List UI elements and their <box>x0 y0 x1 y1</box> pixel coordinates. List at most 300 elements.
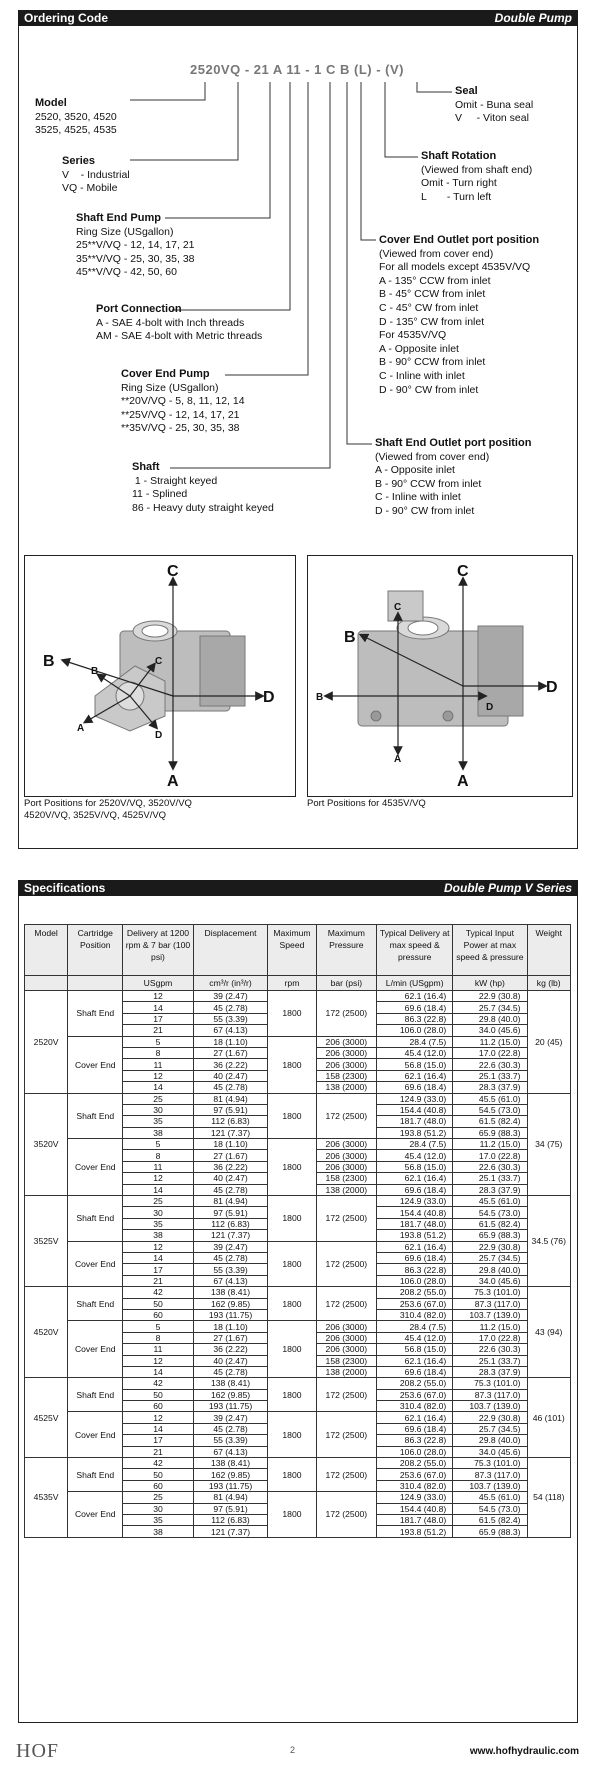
displacement-cell: 121 (7.37) <box>193 1526 268 1537</box>
typical-delivery-cell: 62.1 (16.4) <box>377 1241 453 1252</box>
diagram-left-sublabel-d: D <box>155 730 163 741</box>
max-pressure-cell: 138 (2000) <box>316 1366 377 1377</box>
weight-cell: 43 (94) <box>527 1287 571 1378</box>
diagram-right-label-a: A <box>457 773 469 790</box>
typical-power-cell: 45.5 (61.0) <box>453 1093 527 1104</box>
delivery-cell: 30 <box>123 1503 193 1514</box>
weight-cell: 20 (45) <box>527 991 571 1094</box>
typical-delivery-cell: 86.3 (22.8) <box>377 1435 453 1446</box>
delivery-cell: 50 <box>123 1389 193 1400</box>
specifications-table <box>24 924 571 1538</box>
shaft-end-outlet-block <box>375 437 531 519</box>
max-pressure-cell: 158 (2300) <box>316 1070 377 1081</box>
shaft-rotation-line: (Viewed from shaft end) <box>421 163 533 176</box>
displacement-cell: 81 (4.94) <box>193 1093 268 1104</box>
unit-cell: kW (hp) <box>453 976 527 991</box>
displacement-cell: 18 (1.10) <box>193 1036 268 1047</box>
displacement-cell: 27 (1.67) <box>193 1047 268 1058</box>
typical-power-cell: 17.0 (22.8) <box>453 1047 527 1058</box>
typical-power-cell: 29.8 (40.0) <box>453 1435 527 1446</box>
delivery-cell: 60 <box>123 1309 193 1320</box>
displacement-cell: 39 (2.47) <box>193 1241 268 1252</box>
displacement-cell: 36 (2.22) <box>193 1059 268 1070</box>
shaft-rotation-block <box>421 150 532 204</box>
cartridge-position-cell: Cover End <box>68 1036 123 1093</box>
typical-delivery-cell: 62.1 (16.4) <box>377 1070 453 1081</box>
typical-delivery-cell: 253.6 (67.0) <box>377 1389 453 1400</box>
displacement-cell: 97 (5.91) <box>193 1104 268 1115</box>
cartridge-position-cell: Shaft End <box>68 1378 123 1412</box>
displacement-cell: 18 (1.10) <box>193 1139 268 1150</box>
column-header: Model <box>25 925 68 976</box>
cartridge-position-cell: Cover End <box>68 1241 123 1287</box>
typical-delivery-cell: 28.4 (7.5) <box>377 1321 453 1332</box>
typical-delivery-cell: 154.4 (40.8) <box>377 1503 453 1514</box>
delivery-cell: 12 <box>123 1241 193 1252</box>
delivery-cell: 17 <box>123 1264 193 1275</box>
typical-power-cell: 25.1 (33.7) <box>453 1070 527 1081</box>
delivery-cell: 42 <box>123 1287 193 1298</box>
delivery-cell: 5 <box>123 1036 193 1047</box>
typical-power-cell: 22.6 (30.3) <box>453 1059 527 1070</box>
typical-power-cell: 34.0 (45.6) <box>453 1446 527 1457</box>
max-pressure-cell: 206 (3000) <box>316 1059 377 1070</box>
displacement-cell: 45 (2.78) <box>193 1184 268 1195</box>
table-row <box>25 1378 571 1389</box>
table-row <box>25 1196 571 1207</box>
displacement-cell: 97 (5.91) <box>193 1503 268 1514</box>
shaft-rotation-line: L - Turn left <box>421 190 492 203</box>
typical-power-cell: 65.9 (88.3) <box>453 1127 527 1138</box>
max-pressure-cell: 206 (3000) <box>316 1139 377 1150</box>
cover-end-pump-line: **20V/VQ - 5, 8, 11, 12, 14 <box>121 395 245 408</box>
delivery-cell: 11 <box>123 1344 193 1355</box>
typical-delivery-cell: 62.1 (16.4) <box>377 1173 453 1184</box>
typical-delivery-cell: 62.1 (16.4) <box>377 1355 453 1366</box>
weight-cell: 54 (118) <box>527 1458 571 1538</box>
typical-power-cell: 29.8 (40.0) <box>453 1264 527 1275</box>
max-pressure-cell: 172 (2500) <box>316 1196 377 1242</box>
delivery-cell: 14 <box>123 1002 193 1013</box>
max-speed-cell: 1800 <box>268 1036 316 1093</box>
column-header: Maximum Speed <box>268 925 316 976</box>
displacement-cell: 81 (4.94) <box>193 1492 268 1503</box>
table-units-row <box>25 976 571 991</box>
typical-power-cell: 87.3 (117.0) <box>453 1469 527 1480</box>
typical-power-cell: 25.1 (33.7) <box>453 1355 527 1366</box>
delivery-cell: 14 <box>123 1082 193 1093</box>
caption-line: Port Positions for 4535V/VQ <box>307 798 426 809</box>
delivery-cell: 30 <box>123 1207 193 1218</box>
unit-cell: bar (psi) <box>316 976 377 991</box>
series-line: VQ - Mobile <box>62 182 118 195</box>
website-link[interactable]: www.hofhydraulic.com <box>469 1746 579 1757</box>
typical-delivery-cell: 253.6 (67.0) <box>377 1469 453 1480</box>
typical-delivery-cell: 208.2 (55.0) <box>377 1378 453 1389</box>
displacement-cell: 55 (3.39) <box>193 1435 268 1446</box>
delivery-cell: 60 <box>123 1480 193 1491</box>
displacement-cell: 36 (2.22) <box>193 1344 268 1355</box>
max-pressure-cell: 206 (3000) <box>316 1321 377 1332</box>
typical-power-cell: 54.5 (73.0) <box>453 1104 527 1115</box>
diagram-right-sublabel-d: D <box>486 702 494 713</box>
cover-end-outlet-line: C - Inline with inlet <box>379 369 465 382</box>
diagram-right-label-b: B <box>344 629 356 646</box>
delivery-cell: 14 <box>123 1366 193 1377</box>
max-speed-cell: 1800 <box>268 1412 316 1458</box>
typical-delivery-cell: 69.6 (18.4) <box>377 1002 453 1013</box>
delivery-cell: 21 <box>123 1275 193 1286</box>
typical-delivery-cell: 106.0 (28.0) <box>377 1446 453 1457</box>
displacement-cell: 40 (2.47) <box>193 1070 268 1081</box>
typical-delivery-cell: 45.4 (12.0) <box>377 1047 453 1058</box>
specs-header <box>18 880 578 896</box>
typical-power-cell: 65.9 (88.3) <box>453 1526 527 1537</box>
shaft-line: 1 - Straight keyed <box>132 474 218 487</box>
shaft-end-outlet-line: A - Opposite inlet <box>375 464 455 477</box>
typical-delivery-cell: 310.4 (82.0) <box>377 1401 453 1412</box>
max-speed-cell: 1800 <box>268 1321 316 1378</box>
diagram-right-label-d: D <box>546 679 558 696</box>
delivery-cell: 14 <box>123 1184 193 1195</box>
max-speed-cell: 1800 <box>268 1093 316 1139</box>
table-row <box>25 1241 571 1252</box>
diagram-left-sublabel-a: A <box>77 723 85 734</box>
typical-delivery-cell: 28.4 (7.5) <box>377 1036 453 1047</box>
weight-cell: 46 (101) <box>527 1378 571 1458</box>
diagram-right-sublabel-a: A <box>394 754 402 765</box>
delivery-cell: 35 <box>123 1116 193 1127</box>
typical-power-cell: 25.7 (34.5) <box>453 1252 527 1263</box>
cover-end-outlet-block <box>379 234 539 397</box>
table-row <box>25 1093 571 1104</box>
cover-end-outlet-line: B - 90° CCW from inlet <box>379 356 486 369</box>
typical-power-cell: 103.7 (139.0) <box>453 1401 527 1412</box>
typical-delivery-cell: 86.3 (22.8) <box>377 1264 453 1275</box>
max-pressure-cell: 172 (2500) <box>316 1378 377 1412</box>
cartridge-position-cell: Shaft End <box>68 991 123 1037</box>
delivery-cell: 12 <box>123 1412 193 1423</box>
specs-header-subtitle: Double Pump V Series <box>443 881 572 895</box>
model-cell: 4535V <box>25 1458 68 1538</box>
displacement-cell: 67 (4.13) <box>193 1446 268 1457</box>
displacement-cell: 112 (6.83) <box>193 1514 268 1525</box>
series-line: V - Industrial <box>62 168 130 181</box>
max-pressure-cell: 172 (2500) <box>316 1093 377 1139</box>
shaft-end-outlet-line: D - 90° CW from inlet <box>375 504 475 517</box>
typical-delivery-cell: 62.1 (16.4) <box>377 1412 453 1423</box>
shaft-end-pump-line: 45**V/VQ - 42, 50, 60 <box>76 266 177 279</box>
displacement-cell: 193 (11.75) <box>193 1309 268 1320</box>
diagram-left-label-c: C <box>167 563 179 580</box>
shaft-rotation-title: Shaft Rotation <box>421 150 497 162</box>
unit-cell <box>25 976 68 991</box>
typical-power-cell: 29.8 (40.0) <box>453 1013 527 1024</box>
page-number: 2 <box>290 1745 296 1755</box>
typical-delivery-cell: 310.4 (82.0) <box>377 1480 453 1491</box>
typical-delivery-cell: 124.9 (33.0) <box>377 1196 453 1207</box>
caption-line: 4520V/VQ, 3525V/VQ, 4525V/VQ <box>24 810 167 821</box>
typical-delivery-cell: 106.0 (28.0) <box>377 1025 453 1036</box>
cartridge-position-cell: Cover End <box>68 1492 123 1538</box>
typical-power-cell: 25.1 (33.7) <box>453 1173 527 1184</box>
series-title: Series <box>62 155 96 167</box>
typical-power-cell: 17.0 (22.8) <box>453 1150 527 1161</box>
displacement-cell: 45 (2.78) <box>193 1366 268 1377</box>
shaft-rotation-line: Omit - Turn right <box>421 177 497 190</box>
model-line: 3525, 4525, 4535 <box>35 124 117 137</box>
cover-end-outlet-line: For all models except 4535V/VQ <box>379 261 531 274</box>
typical-delivery-cell: 45.4 (12.0) <box>377 1150 453 1161</box>
table-row <box>25 1412 571 1423</box>
typical-power-cell: 17.0 (22.8) <box>453 1332 527 1343</box>
typical-power-cell: 75.3 (101.0) <box>453 1378 527 1389</box>
typical-power-cell: 22.6 (30.3) <box>453 1344 527 1355</box>
displacement-cell: 121 (7.37) <box>193 1230 268 1241</box>
cover-end-pump-line: **35V/VQ - 25, 30, 35, 38 <box>121 422 240 435</box>
displacement-cell: 121 (7.37) <box>193 1127 268 1138</box>
max-pressure-cell: 172 (2500) <box>316 1287 377 1321</box>
cartridge-position-cell: Cover End <box>68 1412 123 1458</box>
max-pressure-cell: 158 (2300) <box>316 1355 377 1366</box>
pump-illustration-left <box>25 556 295 796</box>
delivery-cell: 42 <box>123 1378 193 1389</box>
cover-end-outlet-line: For 4535V/VQ <box>379 329 447 342</box>
delivery-cell: 35 <box>123 1514 193 1525</box>
max-speed-cell: 1800 <box>268 1287 316 1321</box>
typical-delivery-cell: 181.7 (48.0) <box>377 1116 453 1127</box>
seal-line: V - Viton seal <box>455 112 529 125</box>
shaft-end-pump-title: Shaft End Pump <box>76 212 161 224</box>
ordering-header-subtitle: Double Pump <box>494 11 572 25</box>
shaft-end-outlet-title: Shaft End Outlet port position <box>375 437 532 449</box>
unit-cell: USgpm <box>123 976 193 991</box>
displacement-cell: 45 (2.78) <box>193 1423 268 1434</box>
port-connection-line: A - SAE 4-bolt with Inch threads <box>96 316 245 329</box>
displacement-cell: 81 (4.94) <box>193 1196 268 1207</box>
displacement-cell: 193 (11.75) <box>193 1480 268 1491</box>
model-block <box>35 97 117 138</box>
max-pressure-cell: 172 (2500) <box>316 1458 377 1492</box>
typical-delivery-cell: 62.1 (16.4) <box>377 991 453 1002</box>
diagram-left-caption <box>24 798 192 822</box>
typical-power-cell: 54.5 (73.0) <box>453 1503 527 1514</box>
max-pressure-cell: 138 (2000) <box>316 1184 377 1195</box>
typical-delivery-cell: 154.4 (40.8) <box>377 1104 453 1115</box>
unit-cell: rpm <box>268 976 316 991</box>
delivery-cell: 8 <box>123 1332 193 1343</box>
delivery-cell: 42 <box>123 1458 193 1469</box>
typical-delivery-cell: 181.7 (48.0) <box>377 1514 453 1525</box>
displacement-cell: 40 (2.47) <box>193 1173 268 1184</box>
delivery-cell: 5 <box>123 1139 193 1150</box>
delivery-cell: 12 <box>123 991 193 1002</box>
hof-logo: HOF <box>16 1740 60 1762</box>
table-row <box>25 1458 571 1469</box>
column-header: Weight <box>527 925 571 976</box>
typical-delivery-cell: 69.6 (18.4) <box>377 1423 453 1434</box>
cover-end-outlet-line: A - 135° CCW from inlet <box>379 274 491 287</box>
typical-power-cell: 75.3 (101.0) <box>453 1458 527 1469</box>
shaft-end-outlet-line: B - 90° CCW from inlet <box>375 477 482 490</box>
delivery-cell: 30 <box>123 1104 193 1115</box>
typical-delivery-cell: 106.0 (28.0) <box>377 1275 453 1286</box>
delivery-cell: 17 <box>123 1435 193 1446</box>
ordering-header-title: Ordering Code <box>24 11 109 25</box>
typical-power-cell: 75.3 (101.0) <box>453 1287 527 1298</box>
cover-end-outlet-line: D - 90° CW from inlet <box>379 383 479 396</box>
displacement-cell: 162 (9.85) <box>193 1389 268 1400</box>
typical-delivery-cell: 45.4 (12.0) <box>377 1332 453 1343</box>
displacement-cell: 40 (2.47) <box>193 1355 268 1366</box>
typical-delivery-cell: 28.4 (7.5) <box>377 1139 453 1150</box>
pump-illustration-right <box>308 556 572 796</box>
shaft-block <box>132 461 274 515</box>
displacement-cell: 27 (1.67) <box>193 1150 268 1161</box>
delivery-cell: 38 <box>123 1127 193 1138</box>
typical-power-cell: 65.9 (88.3) <box>453 1230 527 1241</box>
typical-power-cell: 22.9 (30.8) <box>453 1412 527 1423</box>
column-header: Maximum Pressure <box>316 925 377 976</box>
table-row <box>25 1321 571 1332</box>
max-pressure-cell: 172 (2500) <box>316 1492 377 1538</box>
port-connection-block <box>96 303 262 344</box>
diagram-left-label-d: D <box>263 689 275 706</box>
delivery-cell: 11 <box>123 1059 193 1070</box>
specs-header-title: Specifications <box>24 881 106 895</box>
typical-power-cell: 103.7 (139.0) <box>453 1309 527 1320</box>
delivery-cell: 35 <box>123 1218 193 1229</box>
typical-power-cell: 11.2 (15.0) <box>453 1139 527 1150</box>
typical-power-cell: 103.7 (139.0) <box>453 1480 527 1491</box>
typical-delivery-cell: 69.6 (18.4) <box>377 1184 453 1195</box>
delivery-cell: 12 <box>123 1173 193 1184</box>
seal-block <box>455 85 533 126</box>
diagram-left-sublabel-c: C <box>155 656 163 667</box>
port-diagram-left <box>24 555 296 797</box>
cover-end-outlet-line: C - 45° CW from inlet <box>379 301 479 314</box>
typical-delivery-cell: 310.4 (82.0) <box>377 1309 453 1320</box>
cartridge-position-cell: Cover End <box>68 1321 123 1378</box>
typical-power-cell: 11.2 (15.0) <box>453 1321 527 1332</box>
cartridge-position-cell: Cover End <box>68 1139 123 1196</box>
seal-title: Seal <box>455 85 478 97</box>
weight-cell: 34 (75) <box>527 1093 571 1196</box>
series-block <box>62 155 130 196</box>
displacement-cell: 55 (3.39) <box>193 1013 268 1024</box>
caption-line: Port Positions for 2520V/VQ, 3520V/VQ <box>24 798 192 809</box>
ordering-code: 2520VQ - 21 A 11 - 1 C B (L) - (V) <box>190 62 404 77</box>
typical-power-cell: 28.3 (37.9) <box>453 1366 527 1377</box>
shaft-end-pump-block <box>76 212 195 280</box>
diagram-left-sublabel-b: B <box>91 666 99 677</box>
cover-end-pump-block <box>121 368 245 436</box>
typical-delivery-cell: 154.4 (40.8) <box>377 1207 453 1218</box>
table-row <box>25 1139 571 1150</box>
max-pressure-cell: 172 (2500) <box>316 1241 377 1287</box>
model-line: 2520, 3520, 4520 <box>35 110 117 123</box>
max-speed-cell: 1800 <box>268 1458 316 1492</box>
typical-power-cell: 45.5 (61.0) <box>453 1492 527 1503</box>
unit-cell: cm³/r (in³/r) <box>193 976 268 991</box>
typical-power-cell: 54.5 (73.0) <box>453 1207 527 1218</box>
delivery-cell: 38 <box>123 1230 193 1241</box>
delivery-cell: 17 <box>123 1013 193 1024</box>
max-pressure-cell: 206 (3000) <box>316 1161 377 1172</box>
displacement-cell: 18 (1.10) <box>193 1321 268 1332</box>
typical-power-cell: 61.5 (82.4) <box>453 1116 527 1127</box>
cartridge-position-cell: Shaft End <box>68 1196 123 1242</box>
diagram-right-label-c: C <box>457 563 469 580</box>
displacement-cell: 112 (6.83) <box>193 1218 268 1229</box>
typical-power-cell: 61.5 (82.4) <box>453 1514 527 1525</box>
delivery-cell: 25 <box>123 1196 193 1207</box>
typical-power-cell: 87.3 (117.0) <box>453 1298 527 1309</box>
model-cell: 2520V <box>25 991 68 1094</box>
delivery-cell: 12 <box>123 1070 193 1081</box>
displacement-cell: 45 (2.78) <box>193 1082 268 1093</box>
displacement-cell: 112 (6.83) <box>193 1116 268 1127</box>
displacement-cell: 45 (2.78) <box>193 1252 268 1263</box>
port-connection-title: Port Connection <box>96 303 182 315</box>
delivery-cell: 14 <box>123 1252 193 1263</box>
seal-line: Omit - Buna seal <box>455 98 534 111</box>
displacement-cell: 67 (4.13) <box>193 1025 268 1036</box>
displacement-cell: 138 (8.41) <box>193 1287 268 1298</box>
cover-end-outlet-line: A - Opposite inlet <box>379 342 459 355</box>
cover-end-pump-line: Ring Size (USgallon) <box>121 381 219 394</box>
typical-power-cell: 11.2 (15.0) <box>453 1036 527 1047</box>
typical-power-cell: 87.3 (117.0) <box>453 1389 527 1400</box>
shaft-line: 11 - Splined <box>132 488 188 501</box>
cover-end-outlet-line: D - 135° CW from inlet <box>379 315 485 328</box>
delivery-cell: 8 <box>123 1047 193 1058</box>
table-row <box>25 1492 571 1503</box>
typical-delivery-cell: 69.6 (18.4) <box>377 1082 453 1093</box>
displacement-cell: 97 (5.91) <box>193 1207 268 1218</box>
displacement-cell: 193 (11.75) <box>193 1401 268 1412</box>
table-body <box>25 991 571 1538</box>
typical-power-cell: 25.7 (34.5) <box>453 1002 527 1013</box>
typical-power-cell: 28.3 (37.9) <box>453 1082 527 1093</box>
typical-delivery-cell: 193.8 (51.2) <box>377 1526 453 1537</box>
delivery-cell: 60 <box>123 1401 193 1412</box>
table-row <box>25 1036 571 1047</box>
typical-delivery-cell: 69.6 (18.4) <box>377 1252 453 1263</box>
delivery-cell: 25 <box>123 1492 193 1503</box>
max-speed-cell: 1800 <box>268 1241 316 1287</box>
shaft-end-outlet-line: C - Inline with inlet <box>375 491 461 504</box>
typical-delivery-cell: 56.8 (15.0) <box>377 1161 453 1172</box>
max-pressure-cell: 138 (2000) <box>316 1082 377 1093</box>
shaft-end-outlet-line: (Viewed from cover end) <box>375 450 490 463</box>
port-connection-line: AM - SAE 4-bolt with Metric threads <box>96 330 263 343</box>
typical-delivery-cell: 181.7 (48.0) <box>377 1218 453 1229</box>
column-header: Typical Input Power at max speed & pressure <box>453 925 527 976</box>
model-title: Model <box>35 97 67 109</box>
typical-power-cell: 45.5 (61.0) <box>453 1196 527 1207</box>
typical-power-cell: 34.0 (45.6) <box>453 1025 527 1036</box>
delivery-cell: 38 <box>123 1526 193 1537</box>
column-header: Delivery at 1200 rpm & 7 bar (100 psi) <box>123 925 193 976</box>
table-row <box>25 1287 571 1298</box>
typical-delivery-cell: 208.2 (55.0) <box>377 1287 453 1298</box>
max-pressure-cell: 206 (3000) <box>316 1150 377 1161</box>
cartridge-position-cell: Shaft End <box>68 1458 123 1492</box>
diagram-right-sublabel-c: C <box>394 602 402 613</box>
typical-power-cell: 61.5 (82.4) <box>453 1218 527 1229</box>
cover-end-outlet-title: Cover End Outlet port position <box>379 234 540 246</box>
